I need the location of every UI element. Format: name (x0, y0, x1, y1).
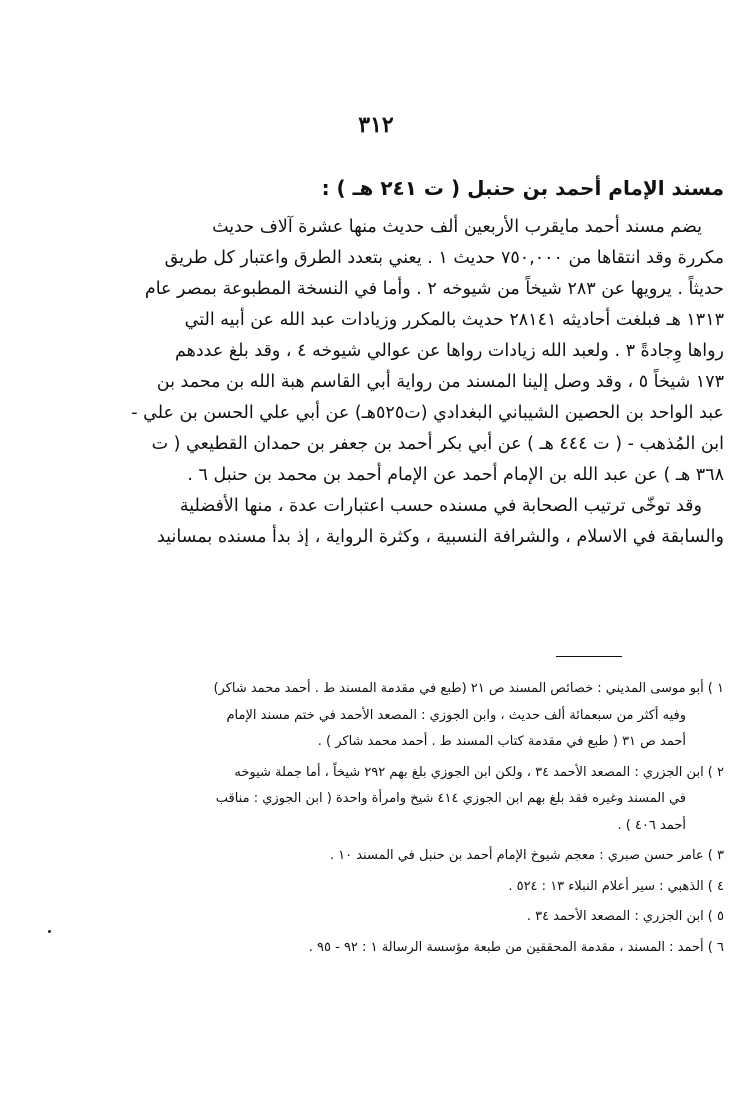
section-heading: مسند الإمام أحمد بن حنبل ( ت ٢٤١ هـ ) : (321, 176, 724, 200)
body-line: وقد توخّى ترتيب الصحابة في مسنده حسب اعتبارات عدة ، منها الأفضلية (179, 496, 702, 516)
body-line: ١٣١٣ هـ فبلغت أحاديثه ٢٨١٤١ حديث بالمكرر وزيادات عبد الله عن أبيه التي (184, 310, 724, 330)
footnote-line: في المسند وغيره فقد بلغ بهم ابن الجوزي ٤١٤ شيخ وامرأة واحدة ( ابن الجوزي : مناقب (215, 791, 686, 806)
footnote-line: ٥ ) ابن الجزري : المصعد الأحمد ٣٤ . (526, 909, 724, 924)
footnote-line: ٣ ) عامر حسن صبري : معجم شيوخ الإمام أحمد بن حنبل في المسند ١٠ . (329, 848, 724, 863)
footnote-line: وفيه أكثر من سبعمائة ألف حديث ، وابن الجوزي : المصعد الأحمد في ختم مسند الإمام (226, 707, 686, 723)
body-line: والسابقة في الاسلام ، والشرافة النسبية ، وكثرة الرواية ، إذ بدأ مسنده بمسانيد (156, 527, 724, 547)
footnote-line: ٢ ) ابن الجزري : المصعد الأحمد ٣٤ ، ولكن ابن الجوزي بلغ بهم ٢٩٢ شيخاً ، أما جملة شيوخه (234, 764, 724, 780)
footnote-divider (556, 656, 622, 657)
footnote-line: ١ ) أبو موسى المديني : خصائص المسند ص ٢١ (طبع في مقدمة المسند ط . أحمد محمد شاكر) (213, 681, 724, 696)
body-line: مكررة وقد انتقاها من ٧٥٠,٠٠٠ حديث ١ . يعني بتعدد الطرق واعتبار كل طريق (164, 248, 724, 268)
footnote-line: أحمد ٤٠٦ ) . (617, 817, 686, 833)
footnote-2 (44, 760, 724, 840)
footnote-1 (44, 676, 724, 756)
footnotes (44, 676, 724, 965)
page-number: ٣١٢ (358, 112, 394, 138)
footnote-3 (44, 843, 724, 870)
body-line: حديثاً . يرويها عن ٢٨٣ شيخاً من شيوخه ٢ . وأما في النسخة المطبوعة بمصر عام (144, 279, 724, 299)
body-line: ٣٦٨ هـ ) عن عبد الله بن الإمام أحمد عن الإمام أحمد بن محمد بن حنبل ٦ . (187, 465, 724, 485)
body-line: ١٧٣ شيخاً ٥ ، وقد وصل إلينا المسند من رواية أبي القاسم هبة الله بن محمد بن (156, 372, 724, 392)
body-line: يضم مسند أحمد مايقرب الأربعين ألف حديث منها عشرة آلاف حديث (212, 217, 702, 237)
footnote-5 (44, 904, 724, 931)
body-paragraphs (28, 212, 724, 553)
body-line: عبد الواحد بن الحصين الشيباني البغدادي (ت٥٢٥هـ) عن أبي علي الحسن بن علي - (131, 403, 724, 423)
body-line: ابن المُذهب - ( ت ٤٤٤ هـ ) عن أبي بكر أحمد بن جعفر بن حمدان القطيعي ( ت (151, 434, 724, 454)
footnote-6 (44, 935, 724, 962)
scan-speck (48, 930, 51, 933)
footnote-line: ٦ ) أحمد : المسند ، مقدمة المحققين من طبعة مؤسسة الرسالة ١ : ٩٢ - ٩٥ . (308, 939, 724, 955)
footnote-line: أحمد ص ٣١ ( طبع في مقدمة كتاب المسند ط . أحمد محمد شاكر ) . (317, 734, 686, 749)
footnote-line: ٤ ) الذهبي : سير أعلام النبلاء ١٣ : ٥٢٤ . (508, 878, 724, 894)
body-line: رواها وِجادةً ٣ . ولعبد الله زيادات رواها عن عوالي شيوخه ٤ ، وقد بلغ عددهم (174, 341, 724, 361)
footnote-4 (44, 874, 724, 901)
